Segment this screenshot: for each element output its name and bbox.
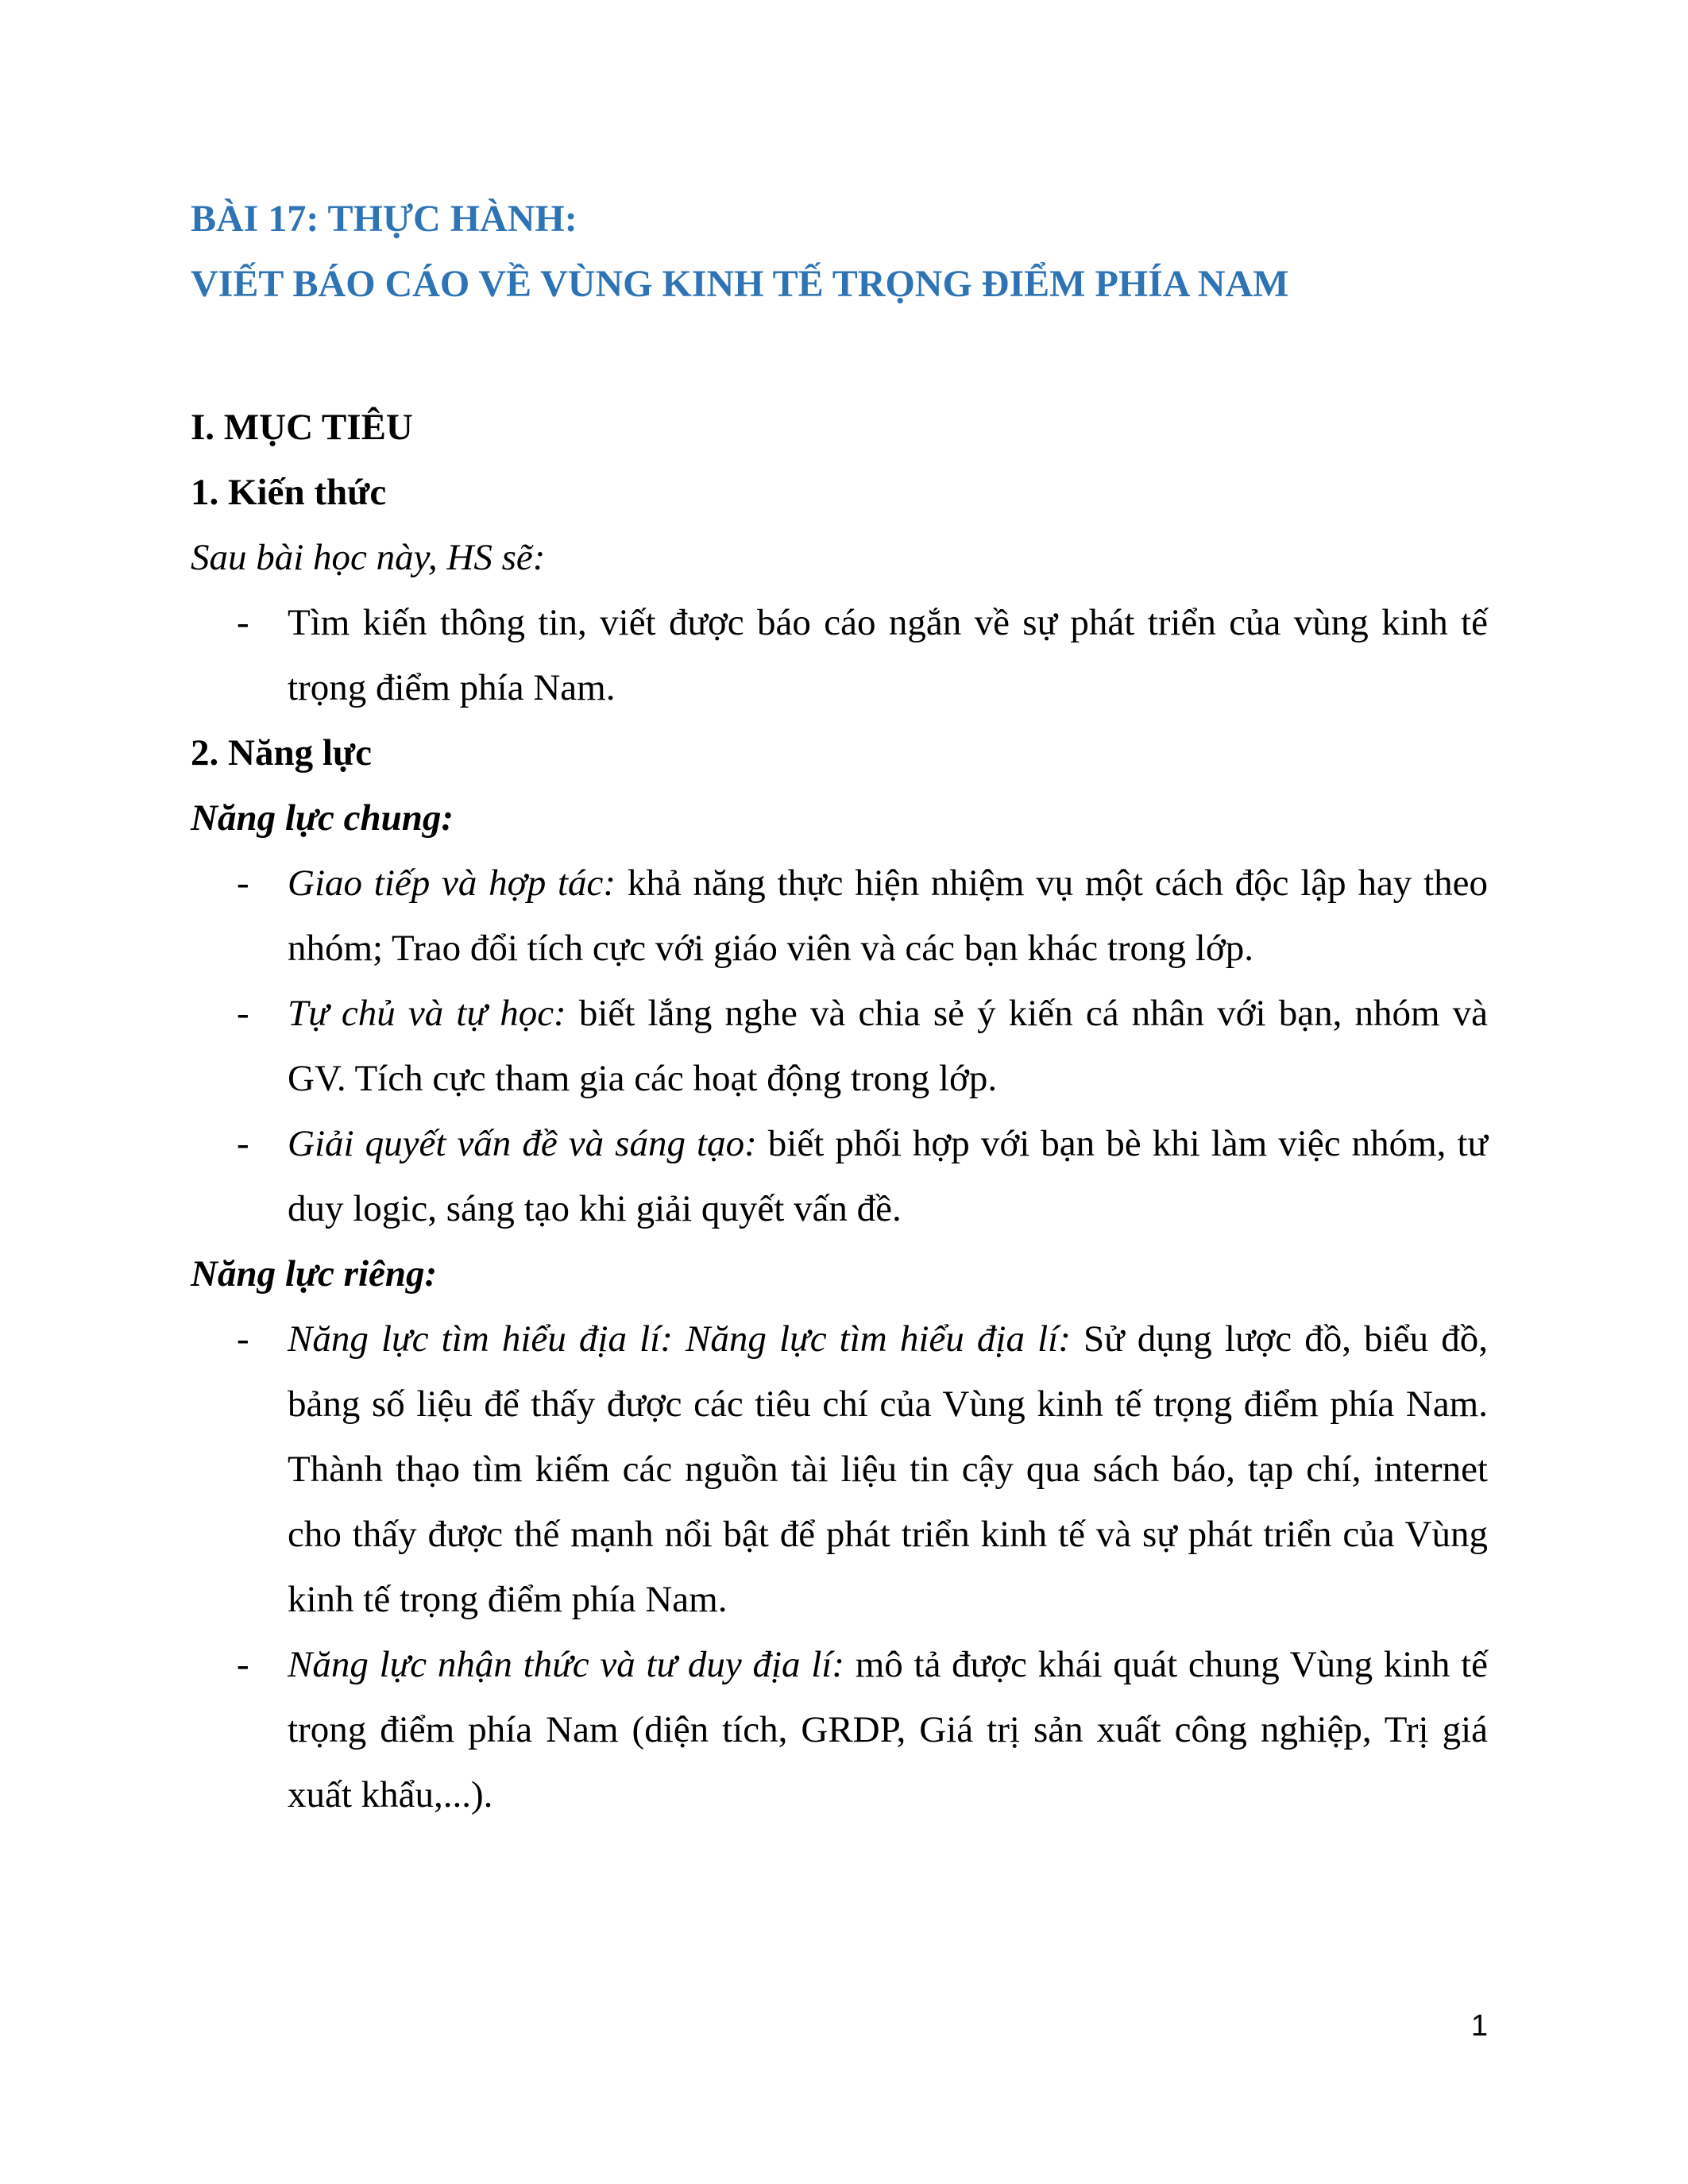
text-line: nhóm; Trao đổi tích cực với giáo viên và các bạn khác trong lớp. — [288, 928, 1253, 969]
bullet-tim-hieu — [191, 1306, 1488, 1632]
text-line: Tìm kiến thông tin, viết được báo cáo ngắn về sự phát triển của vùng kinh tế — [288, 602, 1488, 643]
bullet-kien-thuc — [191, 590, 1488, 720]
title-line-1: BÀI 17: THỰC HÀNH: — [191, 198, 577, 240]
bullet-dash: - — [237, 862, 249, 904]
text-line: cho thấy được thế mạnh nổi bật để phát triển kinh tế và sự phát triển của Vùng — [288, 1514, 1488, 1555]
text-line: xuất khẩu,...). — [288, 1774, 493, 1815]
text-line: trọng điểm phía Nam (diện tích, GRDP, Giá trị sản xuất công nghiệp, Trị giá — [288, 1709, 1488, 1750]
text-line — [288, 851, 1488, 916]
text-line: GV. Tích cực tham gia các hoạt động trong lớp. — [288, 1058, 998, 1099]
bullet-dash: - — [237, 1644, 249, 1685]
bullet-dash: - — [237, 1318, 249, 1360]
bullet-dash: - — [237, 1123, 249, 1164]
bullet-giai-quyet — [191, 1111, 1488, 1241]
bullet-lead-italic: Giao tiếp và hợp tác: — [288, 862, 628, 904]
bullet-lead-italic: Năng lực tìm hiểu địa lí: Năng lực tìm hiểu địa lí: — [288, 1318, 1084, 1360]
kien-thuc-intro: Sau bài học này, HS sẽ: — [191, 537, 546, 578]
bullet-giao-tiep — [191, 851, 1488, 981]
text-line — [288, 981, 1488, 1046]
bullet-lead-italic: Tự chủ và tự học: — [288, 993, 579, 1034]
text-line: Thành thạo tìm kiếm các nguồn tài liệu tin cậy qua sách báo, tạp chí, internet — [288, 1449, 1488, 1490]
text-line: duy logic, sáng tạo khi giải quyết vấn đề. — [288, 1188, 902, 1229]
subsection-heading-nang-luc: 2. Năng lực — [191, 732, 372, 774]
heading-nang-luc-chung: Năng lực chung: — [191, 797, 454, 839]
bullet-text: Sử dụng lược đồ, biểu đồ, — [1083, 1318, 1488, 1360]
section-heading-muc-tieu: I. MỤC TIÊU — [191, 407, 413, 448]
title-line-2: VIẾT BÁO CÁO VỀ VÙNG KINH TẾ TRỌNG ĐIỂM PHÍA NAM — [191, 263, 1289, 305]
text-line — [288, 1111, 1488, 1176]
bullet-text: mô tả được khái quát chung Vùng kinh tế — [855, 1644, 1489, 1685]
bullet-dash: - — [237, 993, 249, 1034]
text-line — [288, 1632, 1488, 1697]
bullet-text: khả năng thực hiện nhiệm vụ một cách độc lập hay theo — [627, 862, 1488, 904]
bullet-lead-italic: Giải quyết vấn đề và sáng tạo: — [288, 1123, 768, 1164]
bullet-dash: - — [237, 602, 249, 643]
heading-nang-luc-rieng: Năng lực riêng: — [191, 1253, 438, 1295]
subsection-heading-kien-thuc: 1. Kiến thức — [191, 472, 387, 513]
bullet-nhan-thuc — [191, 1632, 1488, 1827]
bullet-text: biết phối hợp với bạn bè khi làm việc nhóm, tư — [767, 1123, 1488, 1164]
text-line: trọng điểm phía Nam. — [288, 667, 616, 708]
text-line: bảng số liệu để thấy được các tiêu chí của Vùng kinh tế trọng điểm phía Nam. — [288, 1383, 1488, 1425]
document-title — [191, 187, 1488, 317]
text-line: kinh tế trọng điểm phía Nam. — [288, 1579, 728, 1620]
bullet-text: biết lắng nghe và chia sẻ ý kiến cá nhân với bạn, nhóm và — [578, 993, 1488, 1034]
document-body — [191, 395, 1488, 1827]
page-content — [191, 0, 1488, 1827]
text-line — [288, 1306, 1488, 1372]
page-number: 1 — [1470, 2009, 1488, 2043]
bullet-lead-italic: Năng lực nhận thức và tư duy địa lí: — [288, 1644, 856, 1685]
bullet-tu-chu — [191, 981, 1488, 1111]
